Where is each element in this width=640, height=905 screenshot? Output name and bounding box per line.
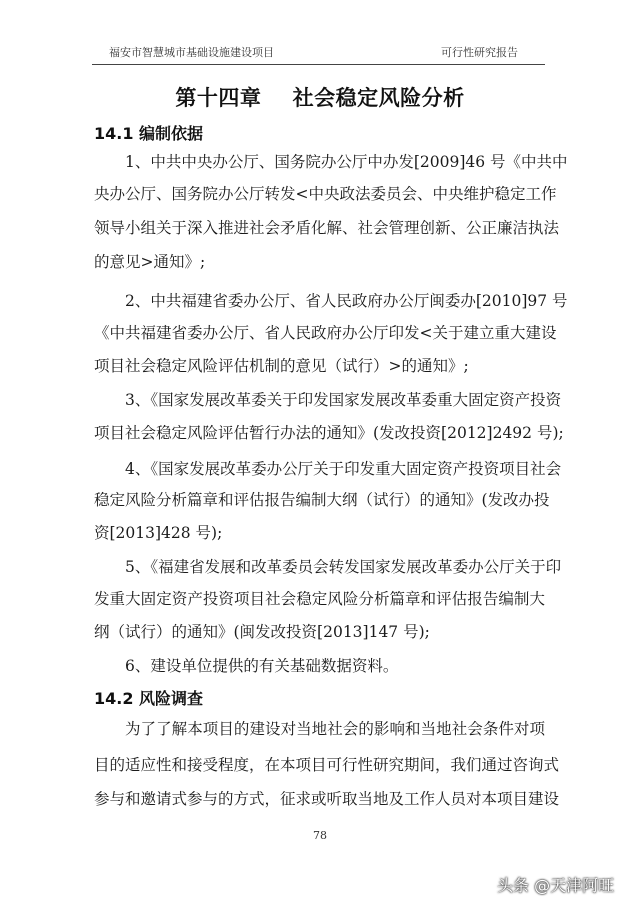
paragraph-line: 为了了解本项目的建设对当地社会的影响和当地社会条件对项 <box>125 720 545 738</box>
paragraph-line: 参与和邀请式参与的方式，征求或听取当地及工作人员对本项目建设 <box>94 790 560 808</box>
paragraph-line: 资[2013]428 号); <box>94 524 223 542</box>
header-divider <box>92 64 545 65</box>
section-heading-risk-survey: 14.2 风险调查 <box>94 689 204 708</box>
paragraph-line: 领导小组关于深入推进社会矛盾化解、社会管理创新、公正廉洁执法 <box>94 219 560 237</box>
page-number: 78 <box>313 829 327 842</box>
paragraph-line: 5、《福建省发展和改革委员会转发国家发展改革委办公厅关于印 <box>125 558 562 576</box>
paragraph-line: 稳定风险分析篇章和评估报告编制大纲（试行）的通知》(发改办投 <box>94 491 550 509</box>
paragraph-line: 项目社会稳定风险评估暂行办法的通知》(发改投资[2012]2492 号); <box>94 424 564 442</box>
paragraph-line: 3、《国家发展改革委关于印发国家发展改革委重大固定资产投资 <box>125 391 562 409</box>
chapter-title: 第十四章 社会稳定风险分析 <box>175 86 465 110</box>
paragraph-line: 的意见>通知》; <box>94 253 206 271</box>
watermark: 头条 @天津阿旺 <box>497 876 615 895</box>
paragraph-line: 央办公厅、国务院办公厅转发<中央政法委员会、中央维护稳定工作 <box>94 185 557 203</box>
paragraph-line: 《中共福建省委办公厅、省人民政府办公厅印发<关于建立重大建设 <box>94 324 557 342</box>
paragraph-line: 目的适应性和接受程度，在本项目可行性研究期间，我们通过咨询式 <box>94 756 560 774</box>
paragraph-line: 发重大固定资产投资项目社会稳定风险分析篇章和评估报告编制大 <box>94 590 545 608</box>
section-heading-basis: 14.1 编制依据 <box>94 124 204 143</box>
header-report-type: 可行性研究报告 <box>441 46 518 59</box>
paragraph-line: 项目社会稳定风险评估机制的意见（试行）>的通知》; <box>94 357 469 375</box>
paragraph-line: 4、《国家发展改革委办公厅关于印发重大固定资产投资项目社会 <box>125 460 562 478</box>
paragraph-line: 2、中共福建省委办公厅、省人民政府办公厅闽委办[2010]97 号 <box>125 292 568 310</box>
paragraph-line: 6、建设单位提供的有关基础数据资料。 <box>125 657 399 675</box>
paragraph-line: 1、中共中央办公厅、国务院办公厅中办发[2009]46 号《中共中 <box>125 153 568 171</box>
paragraph-line: 纲（试行）的通知》(闽发改投资[2013]147 号); <box>94 623 430 641</box>
header-project-name: 福安市智慧城市基础设施建设项目 <box>109 46 274 59</box>
